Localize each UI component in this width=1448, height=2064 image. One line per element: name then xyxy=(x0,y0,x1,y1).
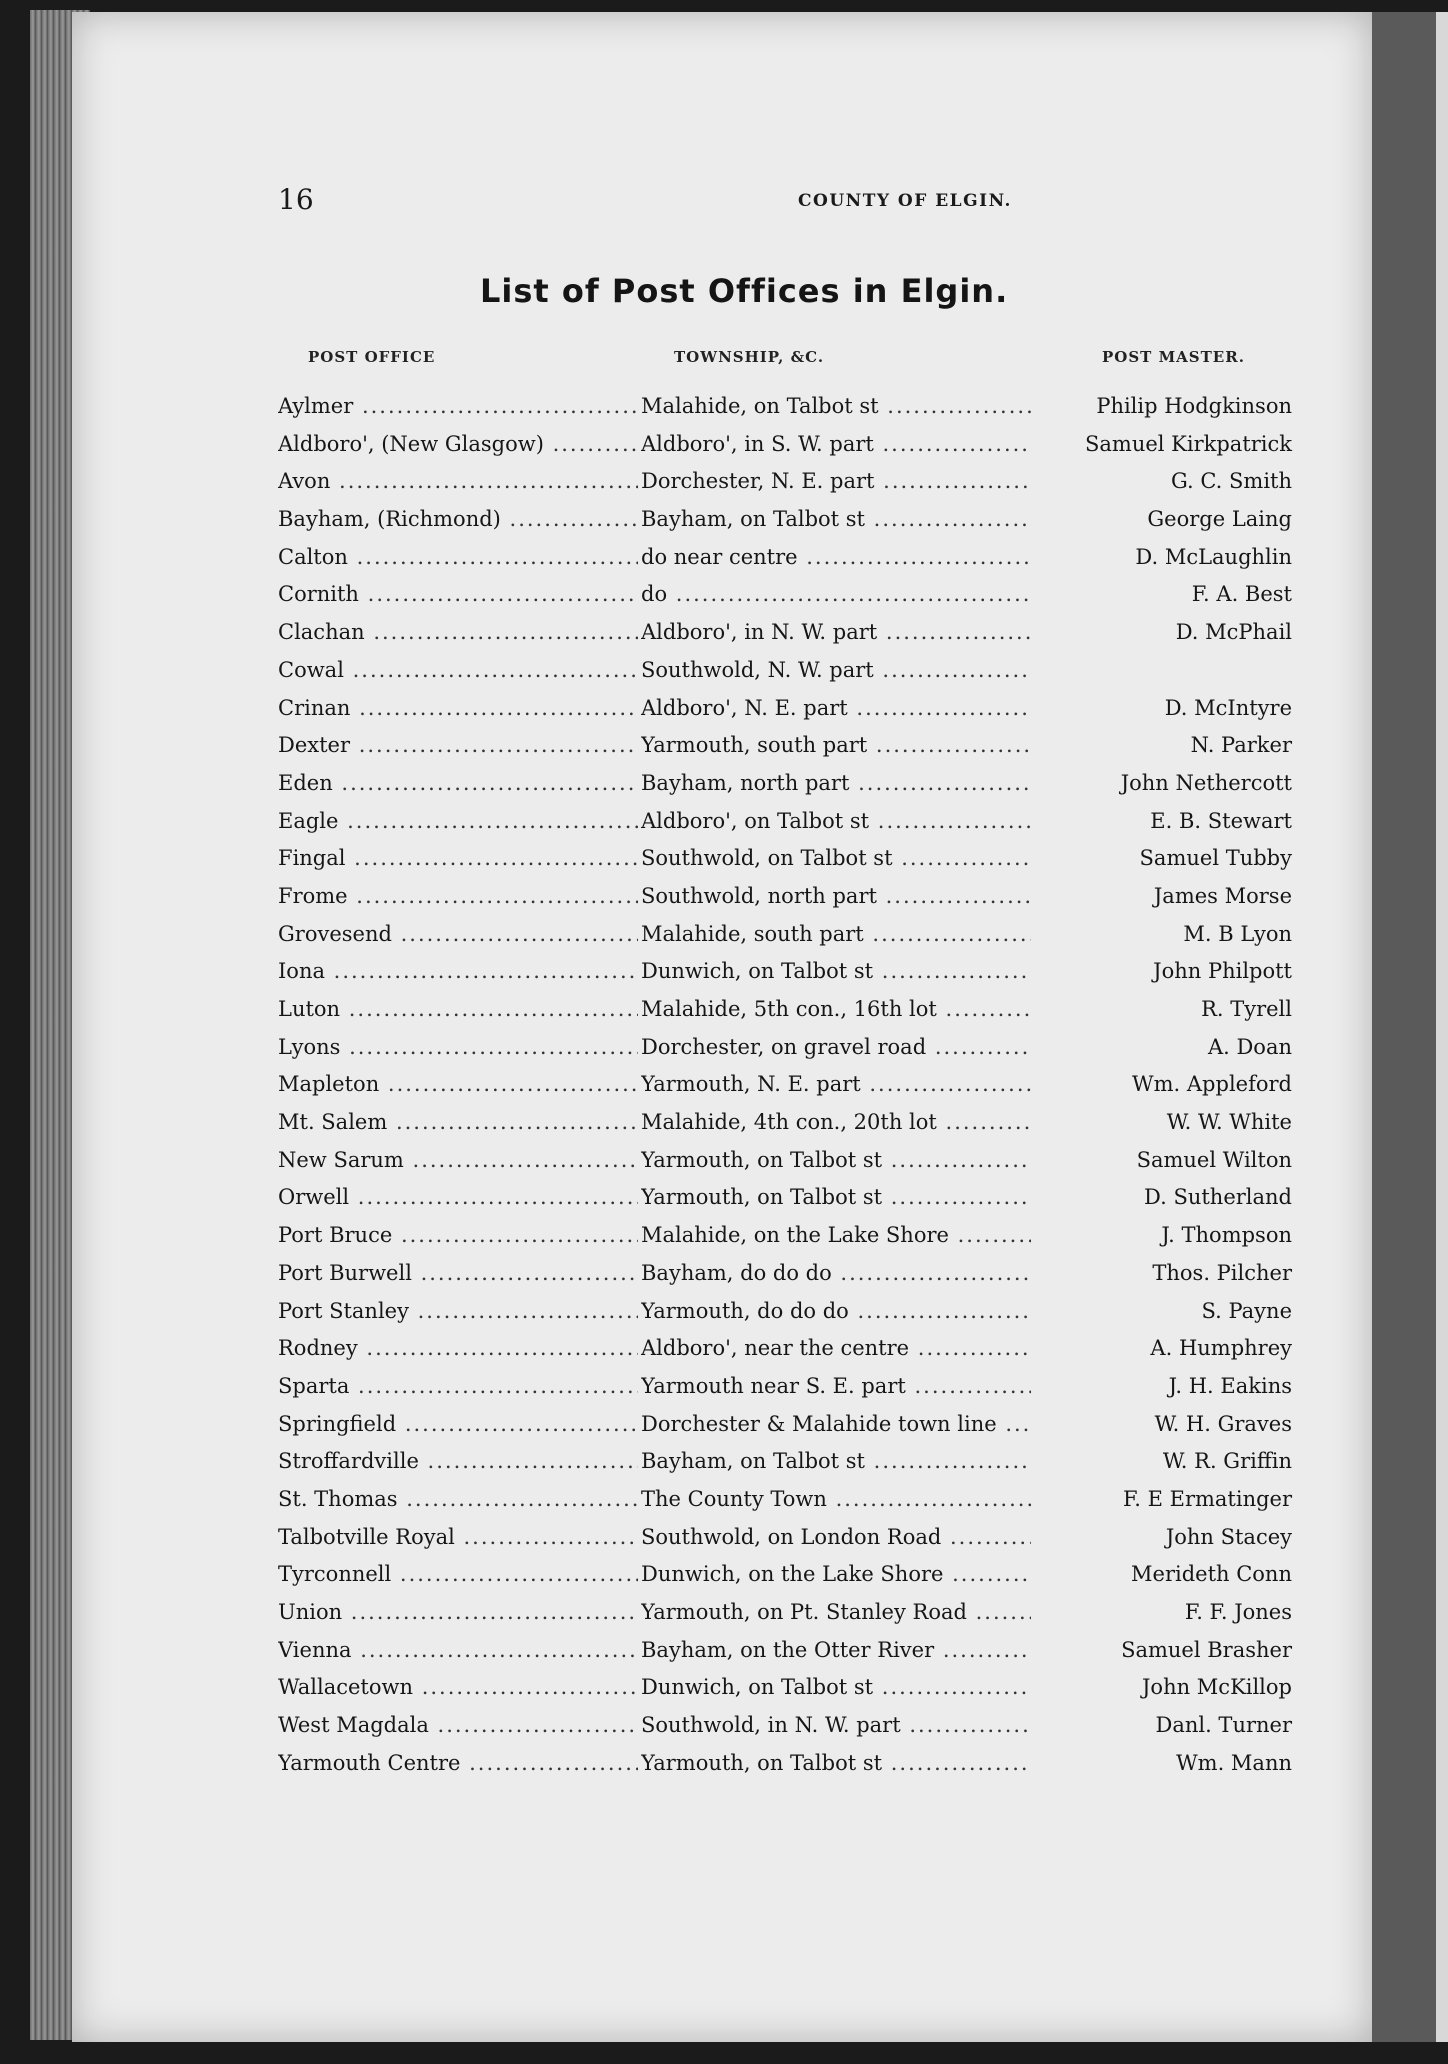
post-office-name: Luton ..... xyxy=(278,997,638,1021)
post-master-name: D. McIntyre xyxy=(1161,696,1292,720)
post-office-name: Fingal ..... xyxy=(278,846,638,870)
post-office-name: Wallacetown ..... xyxy=(278,1675,638,1699)
post-master-name: John Philpott xyxy=(1149,959,1292,983)
post-master-name: Wm. Mann xyxy=(1172,1751,1292,1775)
post-master-name: James Morse xyxy=(1150,884,1292,908)
post-office-name: Eagle ..... xyxy=(278,809,638,833)
list-item xyxy=(276,1104,1292,1142)
list-item xyxy=(276,652,1292,690)
township-location: Yarmouth, south part ..... xyxy=(641,733,1031,757)
township-location: Bayham, on Talbot st ..... xyxy=(641,507,1031,531)
post-office-list xyxy=(276,388,1292,1782)
facing-page-edge xyxy=(1372,12,1448,2042)
post-office-name: Avon ..... xyxy=(278,469,638,493)
township-location: Dunwich, on the Lake Shore ..... xyxy=(641,1562,1031,1586)
post-office-name: Vienna ..... xyxy=(278,1638,638,1662)
post-office-name: Grovesend ..... xyxy=(278,922,638,946)
post-office-name: Yarmouth Centre ..... xyxy=(278,1751,638,1775)
township-location: do near centre ..... xyxy=(641,545,1031,569)
post-office-name: New Sarum ..... xyxy=(278,1148,638,1172)
township-location: Bayham, do do do ..... xyxy=(641,1261,1031,1285)
column-header-post-office: POST OFFICE xyxy=(308,348,436,366)
list-item xyxy=(276,727,1292,765)
post-master-name: W. W. White xyxy=(1163,1110,1292,1134)
post-office-name: Clachan ..... xyxy=(278,620,638,644)
post-master-name: Danl. Turner xyxy=(1151,1713,1292,1737)
post-master-name: F. A. Best xyxy=(1188,582,1292,606)
list-item xyxy=(276,501,1292,539)
post-master-name: A. Doan xyxy=(1204,1035,1292,1059)
list-item xyxy=(276,1368,1292,1406)
list-item xyxy=(276,991,1292,1029)
post-master-name: J. H. Eakins xyxy=(1165,1374,1292,1398)
post-office-name: Frome ..... xyxy=(278,884,638,908)
post-master-name: George Laing xyxy=(1143,507,1292,531)
township-location: Aldboro', near the centre ..... xyxy=(641,1336,1031,1360)
township-location: do ..... xyxy=(641,582,1031,606)
post-master-name: Philip Hodgkinson xyxy=(1092,394,1292,418)
post-office-name: Cowal ..... xyxy=(278,658,638,682)
post-master-name: Thos. Pilcher xyxy=(1148,1261,1292,1285)
post-master-name: F. E Ermatinger xyxy=(1119,1487,1292,1511)
post-office-name: Mt. Salem ..... xyxy=(278,1110,638,1134)
post-master-name: Samuel Wilton xyxy=(1133,1148,1292,1172)
list-item xyxy=(276,953,1292,991)
township-location: Southwold, N. W. part ..... xyxy=(641,658,1031,682)
township-location: Southwold, on Talbot st ..... xyxy=(641,846,1031,870)
post-master-name: R. Tyrell xyxy=(1197,997,1292,1021)
post-office-name: Orwell ..... xyxy=(278,1185,638,1209)
list-item xyxy=(276,1519,1292,1557)
list-item xyxy=(276,1669,1292,1707)
post-master-name: N. Parker xyxy=(1187,733,1292,757)
township-location: Dorchester, on gravel road ..... xyxy=(641,1035,1031,1059)
township-location: Southwold, on London Road ..... xyxy=(641,1525,1031,1549)
township-location: Southwold, in N. W. part ..... xyxy=(641,1713,1031,1737)
post-master-name: Samuel Tubby xyxy=(1136,846,1292,870)
list-item xyxy=(276,1029,1292,1067)
township-location: Malahide, on Talbot st ..... xyxy=(641,394,1031,418)
township-location: Dunwich, on Talbot st ..... xyxy=(641,1675,1031,1699)
township-location: Yarmouth, on Talbot st ..... xyxy=(641,1185,1031,1209)
list-item xyxy=(276,1481,1292,1519)
post-office-name: Bayham, (Richmond) ..... xyxy=(278,507,638,531)
township-location: The County Town ..... xyxy=(641,1487,1031,1511)
township-location: Bayham, on Talbot st ..... xyxy=(641,1449,1031,1473)
post-office-name: Dexter ..... xyxy=(278,733,638,757)
post-master-name: D. McLaughlin xyxy=(1131,545,1292,569)
list-item xyxy=(276,463,1292,501)
township-location: Southwold, north part ..... xyxy=(641,884,1031,908)
list-item xyxy=(276,1142,1292,1180)
post-office-name: Talbotville Royal ..... xyxy=(278,1525,638,1549)
column-header-township: TOWNSHIP, &C. xyxy=(674,348,825,366)
post-office-name: Aylmer ..... xyxy=(278,394,638,418)
township-location: Malahide, 5th con., 16th lot ..... xyxy=(641,997,1031,1021)
list-item xyxy=(276,690,1292,728)
township-location: Yarmouth near S. E. part ..... xyxy=(641,1374,1031,1398)
post-office-name: Cornith ..... xyxy=(278,582,638,606)
post-office-name: Aldboro', (New Glasgow) ..... xyxy=(278,432,638,456)
list-item xyxy=(276,1255,1292,1293)
post-office-name: Port Bruce ..... xyxy=(278,1223,638,1247)
list-item xyxy=(276,1556,1292,1594)
post-master-name: F. F. Jones xyxy=(1181,1600,1292,1624)
township-location: Malahide, 4th con., 20th lot ..... xyxy=(641,1110,1031,1134)
post-office-name: Tyrconnell ..... xyxy=(278,1562,638,1586)
post-office-name: West Magdala ..... xyxy=(278,1713,638,1737)
post-master-name: W. H. Graves xyxy=(1151,1412,1292,1436)
list-item xyxy=(276,916,1292,954)
list-item xyxy=(276,1217,1292,1255)
post-master-name: W. R. Griffin xyxy=(1159,1449,1292,1473)
page-title: List of Post Offices in Elgin. xyxy=(480,272,1009,310)
township-location: Aldboro', in N. W. part ..... xyxy=(641,620,1031,644)
post-master-name: A. Humphrey xyxy=(1146,1336,1292,1360)
post-office-name: Lyons ..... xyxy=(278,1035,638,1059)
post-office-name: Calton ..... xyxy=(278,545,638,569)
list-item xyxy=(276,1406,1292,1444)
township-location: Dunwich, on Talbot st ..... xyxy=(641,959,1031,983)
post-office-name: Crinan ..... xyxy=(278,696,638,720)
list-item xyxy=(276,1066,1292,1104)
list-item xyxy=(276,1293,1292,1331)
column-headers xyxy=(300,348,1300,372)
post-master-name: E. B. Stewart xyxy=(1146,809,1292,833)
post-master-name: Samuel Brasher xyxy=(1117,1638,1292,1662)
column-header-post-master: POST MASTER. xyxy=(1102,348,1245,366)
township-location: Malahide, south part ..... xyxy=(641,922,1031,946)
post-office-name: Union ..... xyxy=(278,1600,638,1624)
page-header xyxy=(208,183,1308,216)
post-office-name: Port Stanley ..... xyxy=(278,1299,638,1323)
list-item xyxy=(276,1632,1292,1670)
post-master-name: M. B Lyon xyxy=(1179,922,1292,946)
list-item xyxy=(276,878,1292,916)
post-office-name: Eden ..... xyxy=(278,771,638,795)
list-item xyxy=(276,1179,1292,1217)
list-item xyxy=(276,1594,1292,1632)
post-master-name: John Stacey xyxy=(1162,1525,1292,1549)
township-location: Yarmouth, do do do ..... xyxy=(641,1299,1031,1323)
list-item xyxy=(276,388,1292,426)
post-master-name: S. Payne xyxy=(1197,1299,1292,1323)
township-location: Yarmouth, on Talbot st ..... xyxy=(641,1751,1031,1775)
post-office-name: Rodney ..... xyxy=(278,1336,638,1360)
post-master-name: John McKillop xyxy=(1138,1675,1292,1699)
township-location: Yarmouth, N. E. part ..... xyxy=(641,1072,1031,1096)
list-item xyxy=(276,1745,1292,1783)
post-master-name: D. McPhail xyxy=(1172,620,1292,644)
list-item xyxy=(276,765,1292,803)
list-item xyxy=(276,840,1292,878)
page-number: 16 xyxy=(278,183,314,216)
list-item xyxy=(276,1443,1292,1481)
list-item xyxy=(276,803,1292,841)
post-office-name: St. Thomas ..... xyxy=(278,1487,638,1511)
list-item xyxy=(276,1330,1292,1368)
township-location: Yarmouth, on Pt. Stanley Road ..... xyxy=(641,1600,1031,1624)
post-office-name: Sparta ..... xyxy=(278,1374,638,1398)
post-master-name: G. C. Smith xyxy=(1167,469,1292,493)
post-master-name: Wm. Appleford xyxy=(1128,1072,1292,1096)
post-master-name: J. Thompson xyxy=(1157,1223,1292,1247)
list-item xyxy=(276,426,1292,464)
facing-page-sliver xyxy=(1436,12,1448,2042)
township-location: Malahide, on the Lake Shore ..... xyxy=(641,1223,1031,1247)
list-item xyxy=(276,614,1292,652)
post-master-name: D. Sutherland xyxy=(1140,1185,1292,1209)
township-location: Aldboro', in S. W. part ..... xyxy=(641,432,1031,456)
post-office-name: Stroffardville ..... xyxy=(278,1449,638,1473)
running-head: COUNTY OF ELGIN. xyxy=(798,191,1012,211)
post-master-name: John Nethercott xyxy=(1117,771,1292,795)
list-item xyxy=(276,539,1292,577)
township-location: Aldboro', N. E. part ..... xyxy=(641,696,1031,720)
post-master-name: Merideth Conn xyxy=(1127,1562,1292,1586)
township-location: Yarmouth, on Talbot st ..... xyxy=(641,1148,1031,1172)
post-master-name: Samuel Kirkpatrick xyxy=(1081,432,1292,456)
township-location: Dorchester, N. E. part ..... xyxy=(641,469,1031,493)
post-office-name: Port Burwell ..... xyxy=(278,1261,638,1285)
post-office-name: Springfield ..... xyxy=(278,1412,638,1436)
township-location: Bayham, north part ..... xyxy=(641,771,1031,795)
post-office-name: Mapleton ..... xyxy=(278,1072,638,1096)
post-office-name: Iona ..... xyxy=(278,959,638,983)
township-location: Aldboro', on Talbot st ..... xyxy=(641,809,1031,833)
list-item xyxy=(276,576,1292,614)
township-location: Bayham, on the Otter River ..... xyxy=(641,1638,1031,1662)
township-location: Dorchester & Malahide town line ..... xyxy=(641,1412,1031,1436)
list-item xyxy=(276,1707,1292,1745)
